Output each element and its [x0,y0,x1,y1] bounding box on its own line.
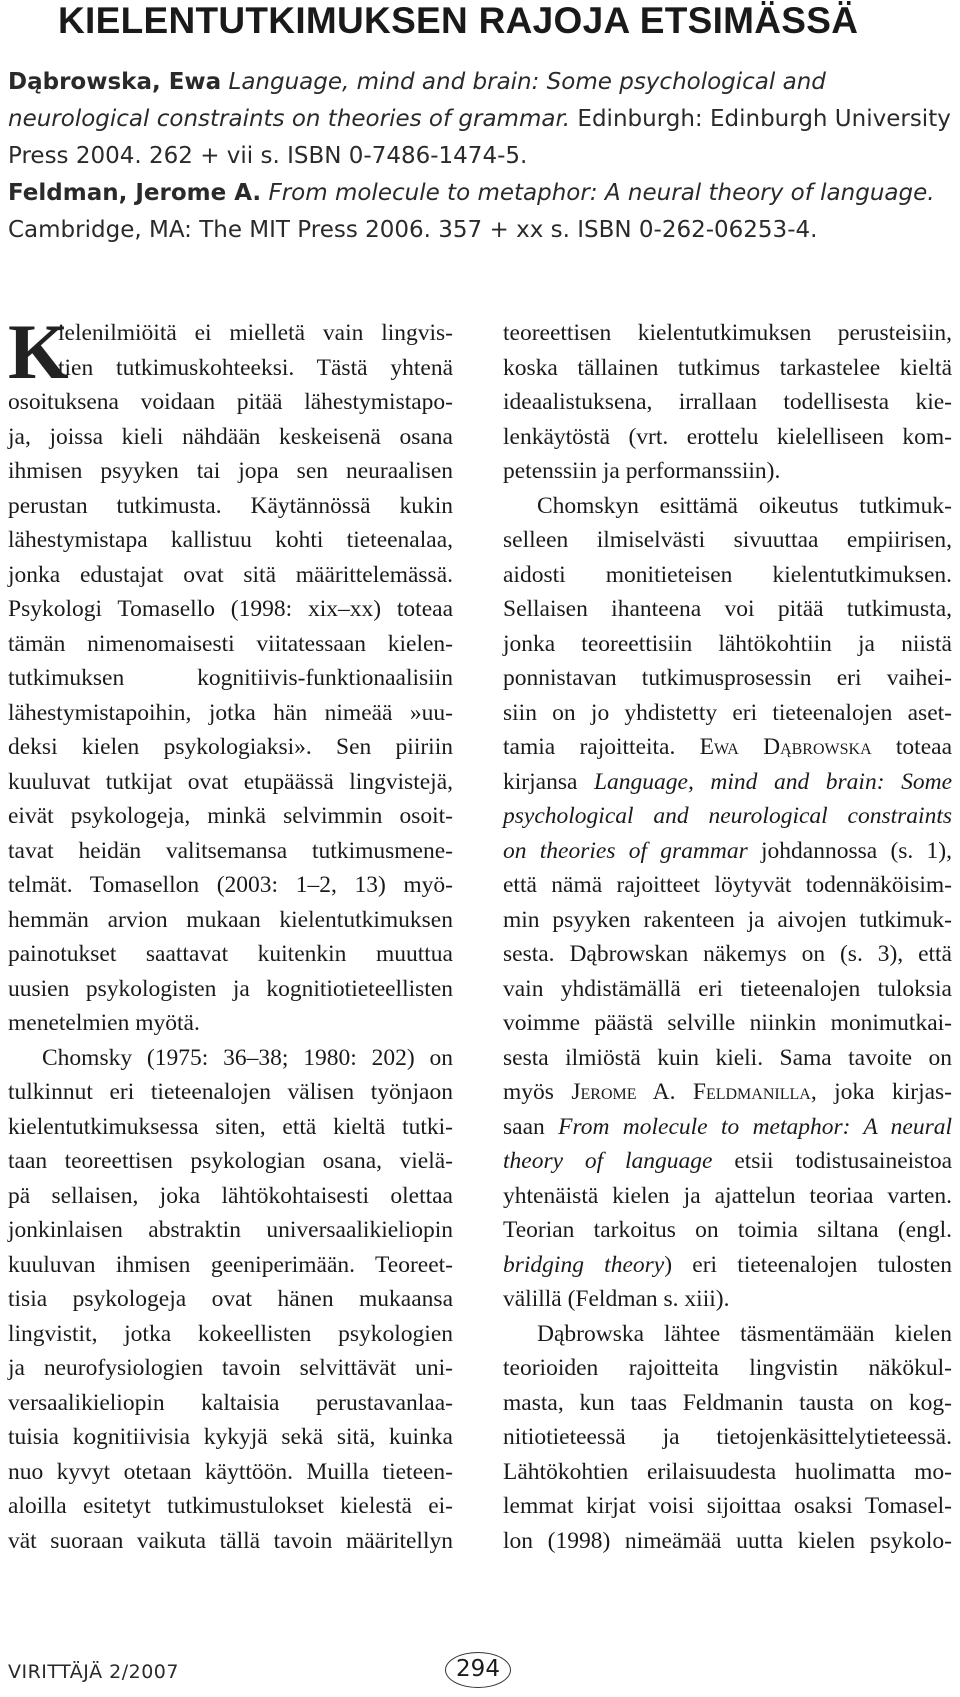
text-fragment: , joka kirjas- [810,1079,953,1105]
text-line: perustan tutkimusta. Käytännössä kukin [8,492,453,519]
text-line: ielenilmiöitä ei mielletä vain lingvis- [58,320,453,346]
text-line: voimme päästä selville niinkin monimutkai- [503,1010,952,1036]
text-line: tisia psykologeja ovat hänen mukaansa [8,1286,453,1312]
drop-cap: K [8,308,69,395]
book-title-italic: psychological and neurological constraints [503,803,952,829]
text-line: osoituksena voidaan pitää lähestymistapo- [8,389,453,415]
text-line: uusien psykologisten ja kognitiotieteellisten [8,975,453,1002]
text-line: Chomskyn esittämä oikeutus tutkimuk- [537,492,952,519]
text-line [503,1075,952,1110]
text-line: petenssiin ja performanssiin). [503,458,781,484]
text-line: kielentutkimuksessa siten, että kieltä tutki- [8,1113,453,1140]
text-line: menetelmien myötä. [8,1010,200,1036]
text-line: jonkinlaisen abstraktin universaalikieliopin [8,1217,453,1243]
reference-publication: Edinburgh: Edinburgh University Press 2004. 262 + vii s. ISBN 0-7486-1474-5. [8,106,951,169]
text-line: jonka teoreettisiin lähtökohtiin ja niistä [503,630,952,657]
text-line: teoreettisen kielentutkimuksen perusteisiin, [503,320,952,346]
text-line: ideaalistuksena, irrallaan todellisesta kie- [503,389,952,415]
text-line [503,799,952,834]
text-line: välillä (Feldman s. xiii). [503,1286,730,1312]
reference-item [8,175,960,249]
text-line: kuuluvan ihmisen geeniperimään. Teoreet- [8,1251,453,1278]
text-line: aloilla esitetyt tutkimustulokset kielestä ei- [8,1493,453,1519]
text-line: Sellaisen ihanteena voi pitää tutkimusta, [503,596,952,622]
text-line: koska tällainen tutkimus tarkastelee kieltä [503,354,952,381]
text-line: sesta ilmiöstä kuin kieli. Sama tavoite on [503,1044,952,1071]
book-title-italic: Language, mind and brain: Some [593,768,953,795]
text-fragment: etsii todistusaineistoa [734,1148,953,1174]
right-text-column [503,316,952,1558]
author-name-small-caps: Ewa Dąbrowska [699,734,872,760]
text-line: nitiotieteessä ja tietojenkäsittelytieteessä. [503,1424,952,1450]
left-text-column [8,308,453,1558]
text-fragment: saan [503,1113,545,1140]
text-line [503,730,952,765]
book-title-italic: on theories of grammar [503,837,748,864]
text-line: että nämä rajoitteet löytyvät todennäköisim- [503,872,952,898]
text-line: hemmän arvion mukaan kielentutkimuksen [8,906,453,933]
text-line: yhtenäistä kielen ja ajattelun teoriaa varten. [503,1182,952,1209]
text-line: tämän nimenomaisesti viitatessaan kielen- [8,630,453,657]
text-line: siin on jo yhdistetty eri tieteenalojen aset- [503,699,952,726]
text-line: Lähtökohtien erilaisuudesta huolimatta mo- [503,1458,952,1485]
text-line: Teorian tarkoitus on toimia siltana (engl. [503,1217,952,1243]
text-line: tulkinnut eri tieteenalojen välisen työnjaon [8,1079,453,1105]
text-line: deksi kielen psykologiaksi». Sen piiriin [8,734,453,760]
text-line: jonka edustajat ovat sitä määrittelemässä. [8,561,453,588]
text-line: aidosti monitieteisen kielentutkimuksen. [503,561,952,588]
text-line: tuisia kognitiivisia kykyjä sekä sitä, kuinka [8,1424,453,1450]
text-line: min psyyken rakenteen ja aivojen tutkimuk- [503,906,952,933]
reference-book-title: Language, mind and brain: Some psychological and neurological constraints on theories of grammar. [8,69,826,132]
text-line: ponnistavan tutkimusprosessin eri vaihei- [503,665,952,691]
text-fragment: ) eri tieteenalojen tulosten [664,1251,952,1278]
text-line: selleen ilmiselvästi sivuuttaa empiirisen, [503,527,952,553]
text-line: ihmisen psyyken tai jopa sen neuraalisen [8,458,453,484]
text-line: tutkimuksen kognitiivis-funktionaalisiin [8,665,453,691]
text-fragment: johdannossa (s. 1), [761,837,953,864]
book-references [8,64,960,249]
text-line: ja, joissa kieli nähdään keskeisenä osana [8,423,453,450]
text-line: nuo kyvyt otetaan käyttöön. Muilla tieteen- [8,1458,453,1485]
text-line: Dąbrowska lähtee täsmentämään kielen [537,1320,952,1347]
text-line: Chomsky (1975: 36–38; 1980: 202) on [42,1044,453,1071]
text-line: tavat heidän valitsemansa tutkimusmene- [8,837,453,864]
text-line: vain yhdistämällä eri tieteenalojen tuloksia [503,975,952,1002]
text-line: lon (1998) nimeämää uutta kielen psykolo- [503,1527,952,1554]
text-line: masta, kun taas Feldmanin tausta on kog- [503,1389,952,1416]
reference-item [8,64,960,175]
article-title: KIELENTUTKIMUKSEN RAJOJA ETSIMÄSSÄ [58,0,859,41]
text-line: eivät psykologeja, minkä selvimmin osoit- [8,803,453,829]
text-line [503,834,952,869]
text-line [503,1248,952,1283]
reference-author: Feldman, Jerome A. [8,180,262,206]
text-fragment: kirjansa [503,768,578,795]
reference-author: Dąbrowska, Ewa [8,69,222,95]
journal-issue: VIRITTÄJÄ 2/2007 [8,1661,179,1683]
text-line: lähestymistapoihin, jotka hän nimeää »uu- [8,699,453,726]
text-line: painotukset saattavat kuitenkin muuttua [8,941,453,967]
text-fragment: myös [503,1079,554,1105]
text-line [503,1110,952,1145]
page-number: 294 [445,1652,511,1688]
text-line [503,1144,952,1179]
text-line: teorioiden rajoitteita lingvistin näkökul- [503,1355,952,1381]
text-line: lähestymistapa kallistuu kohti tieteenalaa, [8,527,453,553]
reference-book-title: From molecule to metaphor: A neural theory of language. [268,180,935,206]
text-line: tien tutkimuskohteeksi. Tästä yhtenä [58,354,453,381]
text-line: vät suoraan vaikuta tällä tavoin määritellyn [8,1527,453,1554]
text-line: versaalikieliopin kaltaisia perustavanlaa- [8,1389,453,1416]
text-line: lemmat kirjat voisi sijoittaa osaksi Tomasel- [503,1493,952,1519]
text-line: lingvistit, jotka kokeellisten psykologien [8,1320,453,1347]
text-line: sesta. Dąbrowskan näkemys on (s. 3), että [503,941,952,967]
term-italic: bridging theory [503,1251,665,1278]
author-name-small-caps: Jerome A. Feldmanilla [571,1079,811,1105]
text-line: pä sellaisen, joka lähtökohtaisesti olettaa [8,1182,453,1209]
text-line: taan teoreettisen psykologian osana, vielä- [8,1148,453,1174]
text-fragment: toteaa [895,734,953,760]
text-line: Psykologi Tomasello (1998: xix–xx) toteaa [8,596,453,622]
text-line: telmät. Tomasellon (2003: 1–2, 13) myö- [8,872,453,898]
text-line [503,765,952,800]
text-line: lenkäytöstä (vrt. erottelu kielelliseen kom- [503,423,952,450]
reference-publication: Cambridge, MA: The MIT Press 2006. 357 + xx s. ISBN 0-262-06253-4. [8,217,818,243]
text-line: ja neurofysiologien tavoin selvittävät uni- [8,1355,453,1381]
text-line: kuuluvat tutkijat ovat etupäässä lingvistejä, [8,768,453,795]
book-title-italic: From molecule to metaphor: A neural [558,1113,952,1140]
text-fragment: tamia rajoitteita. [503,734,676,760]
book-title-italic: theory of language [503,1148,713,1174]
